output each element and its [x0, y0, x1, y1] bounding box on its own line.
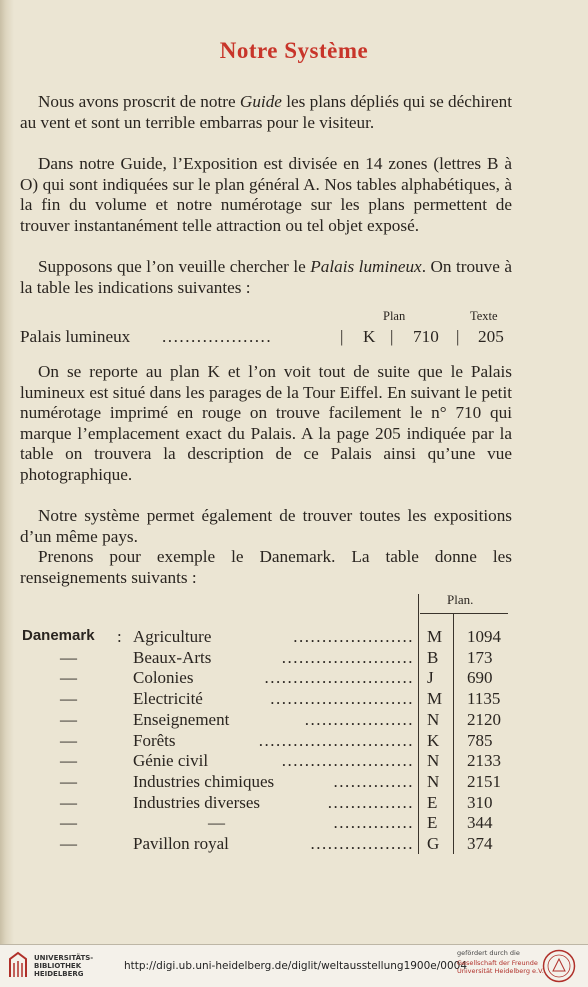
row-label: Colonies: [133, 668, 194, 688]
paragraph-3-text-a: Supposons que l’on veuille chercher le: [38, 257, 311, 276]
palais-sep-2: |: [390, 327, 394, 346]
row-plan: E: [427, 813, 438, 833]
row-dots: .....................: [293, 627, 414, 646]
row-number: 1094: [467, 627, 501, 646]
row-dots: ..............: [333, 813, 414, 833]
danemark-table-row: [22, 751, 522, 771]
row-dash: —: [60, 834, 77, 853]
row-label: Forêts: [133, 730, 176, 750]
paragraph-1-italic: Guide: [239, 92, 282, 111]
row-dash: —: [60, 730, 77, 750]
row-dash: —: [60, 771, 77, 791]
university-seal-icon: [542, 949, 576, 983]
row-number: 2120: [467, 709, 501, 729]
row-dots: ...........................: [258, 730, 414, 750]
paragraph-6: [20, 547, 512, 588]
paragraph-3-italic: Palais lumineux: [310, 257, 422, 276]
paragraph-5-text: Notre système permet également de trouver toutes les expositions d’un même pays.: [20, 506, 512, 546]
row-dash: —: [60, 751, 77, 771]
row-plan: N: [427, 709, 440, 729]
danemark-table-row: [22, 710, 522, 730]
danemark-table-row: [22, 834, 522, 854]
row-plan: E: [427, 792, 438, 812]
table-header-rule: [420, 613, 508, 614]
row-dash: —: [60, 792, 77, 812]
row-dash: —: [60, 647, 77, 667]
danemark-table-row: [22, 689, 522, 709]
society-name: [457, 959, 544, 975]
row-number: 310: [467, 792, 493, 812]
row-dots: ...............: [327, 792, 414, 812]
row-dots: .......................: [281, 751, 414, 771]
funded-by-label: gefördert durch die: [457, 949, 520, 957]
library-name-line-1: UNIVERSITÄTS-: [34, 954, 94, 962]
row-plan: B: [427, 647, 439, 667]
palais-plan-header: Plan: [383, 309, 406, 323]
row-label: Electricité: [133, 689, 203, 709]
palais-sep-3: |: [456, 327, 460, 346]
row-dots: ..................: [310, 834, 414, 853]
paragraph-1-text-a: Nous avons proscrit de notre: [38, 92, 240, 111]
row-label: Industries chimiques: [133, 771, 275, 791]
palais-page: 205: [478, 327, 504, 346]
row-dash: —: [60, 668, 77, 688]
row-dots: .......................: [281, 647, 414, 667]
footer-bar: [0, 944, 588, 987]
row-dots: ..............: [333, 771, 414, 791]
paragraph-5: [20, 506, 512, 547]
page-title: Notre Système: [219, 38, 369, 63]
row-dots: ..........................: [264, 668, 414, 688]
row-number: 1135: [467, 689, 501, 709]
row-plan: G: [427, 834, 440, 853]
library-logo-icon: [6, 951, 30, 979]
row-dots: .........................: [270, 689, 414, 709]
paragraph-1-text-b: les plans dépliés qui se déchirent au vent et sont un terrible embarras pour le visiteur.: [20, 92, 512, 132]
row-number: 374: [467, 834, 493, 853]
palais-plan: K: [363, 327, 376, 346]
danemark-table-row: [22, 772, 522, 792]
danemark-table-row: [22, 648, 522, 668]
row-label: Pavillon royal: [133, 834, 229, 853]
palais-sep-1: |: [340, 327, 344, 346]
paragraph-1: [20, 92, 512, 133]
row-dash: —: [60, 709, 77, 729]
row-number: 690: [467, 668, 493, 688]
row-plan: M: [427, 689, 443, 709]
paragraph-4: [20, 362, 512, 485]
society-name-line-1: Gesellschaft der Freunde: [457, 959, 538, 967]
row-label: Agriculture: [133, 627, 212, 646]
paragraph-3: [20, 257, 512, 298]
danemark-table-row: [22, 813, 522, 833]
danemark-table-row: [22, 668, 522, 688]
danemark-table-row: [22, 627, 522, 647]
row-label: Génie civil: [133, 751, 209, 771]
row-number: 2151: [467, 771, 501, 791]
row-plan: J: [427, 668, 434, 688]
danemark-table-row: [22, 793, 522, 813]
library-name: [34, 954, 93, 978]
row-label: Industries diverses: [133, 792, 261, 812]
paragraph-4-text: On se reporte au plan K et l’on voit tout de suite que le Palais lumineux est situé dans les parages de la Tour Eiffel. En suivant le petit numérotage imprimé en rouge on trouve facilement le n° 710 qui marque l’emplacement exact du Palais. A la page 205 indiquée par la table on trouvera la description de ce Palais ainsi qu’une vue photographique.: [20, 362, 512, 484]
row-plan: N: [427, 771, 440, 791]
row-plan: K: [427, 730, 440, 750]
palais-texte-header: Texte: [470, 309, 498, 323]
row-plan: N: [427, 751, 440, 771]
palais-dots: ...................: [162, 327, 273, 346]
palais-label: Palais lumineux: [20, 327, 131, 346]
row-dash: —: [60, 689, 77, 709]
palais-number: 710: [413, 327, 439, 346]
paragraph-6-text: Prenons pour exemple le Danemark. La table donne les renseignements suivants :: [20, 547, 512, 587]
country-name: Danemark: [22, 627, 95, 644]
row-number: 344: [467, 813, 493, 833]
danemark-table-row: [22, 731, 522, 751]
row-label: Beaux-Arts: [133, 647, 212, 667]
paragraph-2-text: Dans notre Guide, l’Exposition est divisée en 14 zones (lettres B à O) qui sont indiquées sur le plan général A. Nos tables alphabétiques, à la fin du volume et notre numérotage sur les plans permettent de trouver instantanément telle attraction ou tel objet exposé.: [20, 154, 512, 235]
row-label: —: [208, 813, 225, 833]
society-name-line-2: Universität Heidelberg e.V.: [457, 967, 544, 975]
row-number: 785: [467, 730, 493, 750]
row-plan: M: [427, 627, 443, 646]
row-dash: —: [60, 813, 77, 833]
country-colon: :: [117, 627, 122, 646]
row-dots: ...................: [304, 709, 414, 729]
library-name-line-2: BIBLIOTHEK: [34, 962, 82, 970]
paragraph-2: [20, 154, 512, 236]
paragraph-3-text-b: . On trouve à la table les indications suivantes :: [20, 257, 512, 297]
library-name-line-3: HEIDELBERG: [34, 970, 84, 978]
row-number: 173: [467, 647, 493, 667]
row-number: 2133: [467, 751, 501, 771]
row-label: Enseignement: [133, 709, 230, 729]
danemark-plan-header: Plan.: [447, 592, 474, 607]
source-url-link[interactable]: http://digi.ub.uni-heidelberg.de/diglit/weltausstellung1900e/0004: [124, 960, 468, 972]
